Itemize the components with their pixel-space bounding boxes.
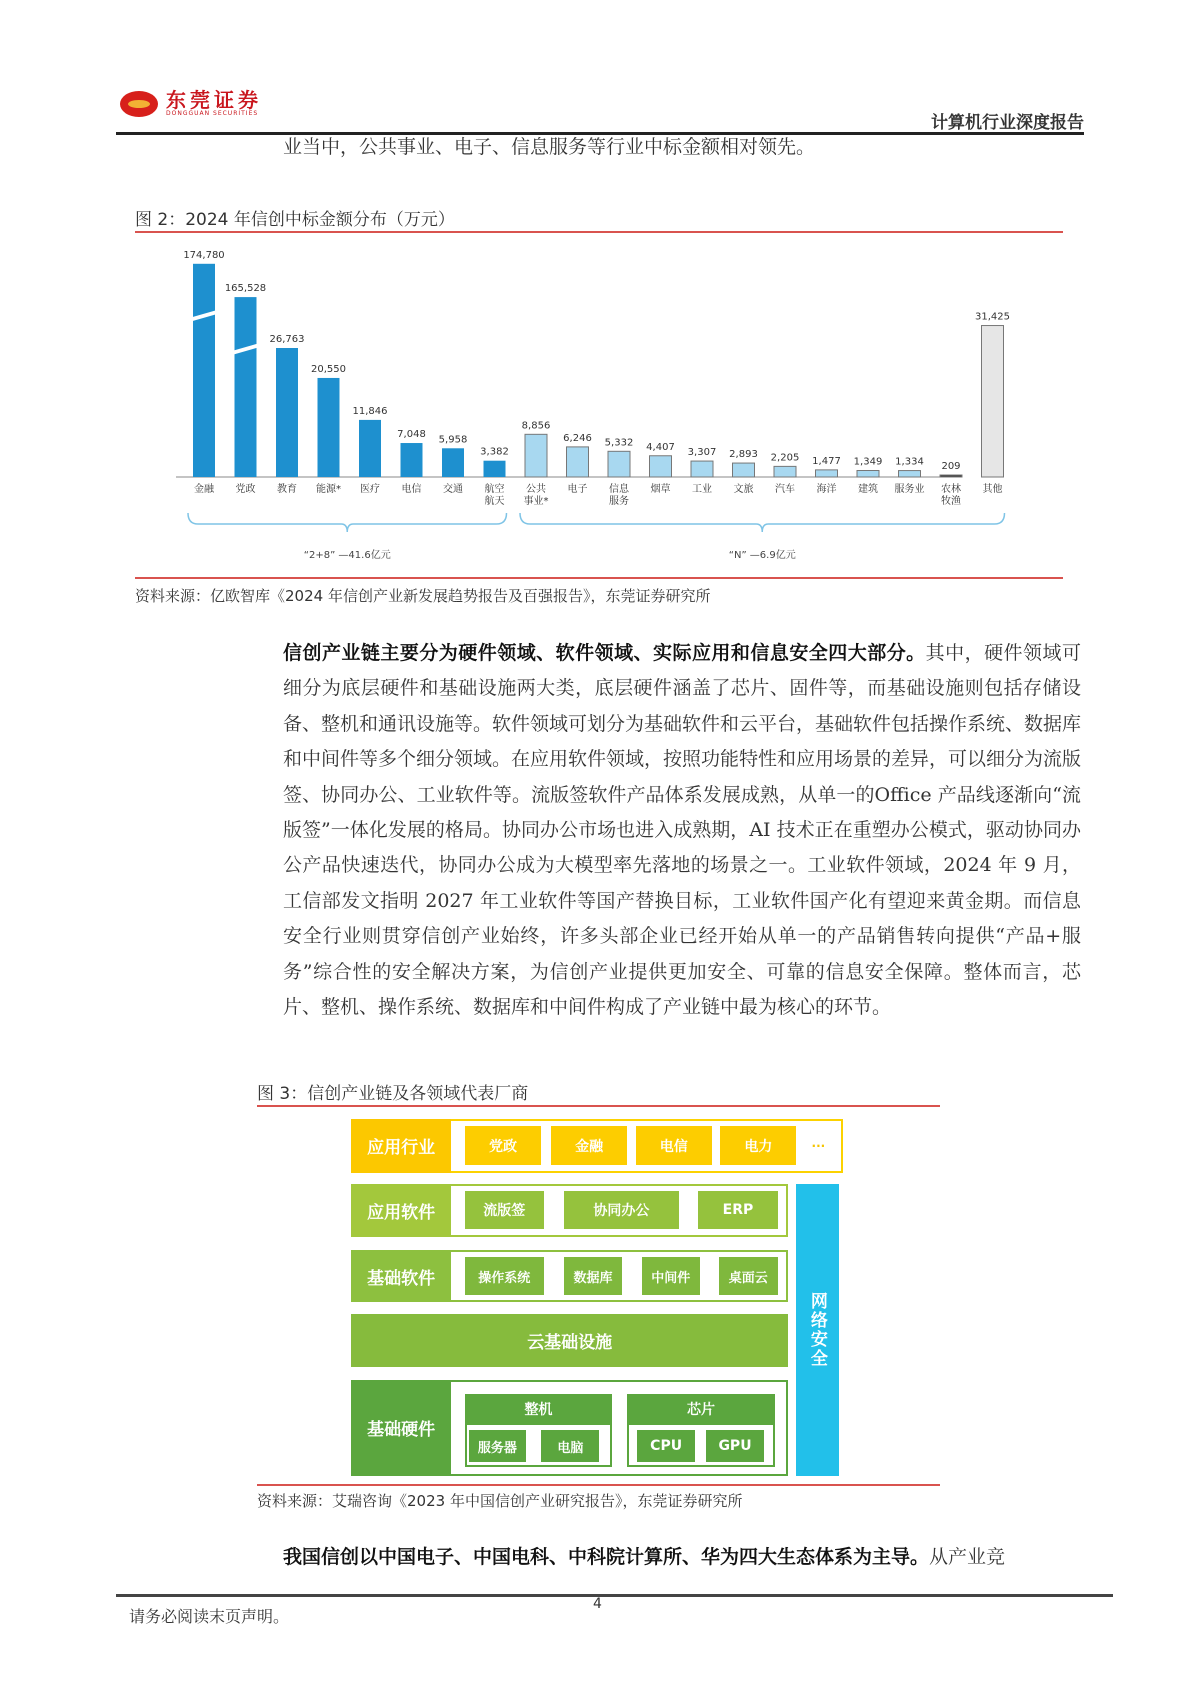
figure2-title: 图 2：2024 年信创中标金额分布（万元） [135, 210, 455, 230]
category-label: 信息 [609, 484, 629, 495]
paragraph-2-text: 从产业竞 [929, 1546, 1006, 1568]
bar [401, 443, 423, 477]
figure2-source: 资料来源：亿欧智库《2024 年信创产业新发展趋势报告及百强报告》，东莞证券研究所 [135, 587, 711, 605]
data-label: 1,334 [895, 456, 924, 468]
base-software-label: 基础软件 [351, 1250, 451, 1303]
base-software-item: 数据库 [564, 1257, 622, 1295]
category-label: 交通 [443, 484, 463, 495]
data-label: 26,763 [269, 334, 305, 346]
data-label: 2,205 [770, 452, 800, 464]
bar [525, 434, 547, 477]
category-label: 公共 [526, 484, 546, 495]
bar [193, 264, 215, 477]
bar [276, 348, 298, 477]
bar [484, 461, 506, 477]
bar [235, 297, 257, 477]
data-label: 209 [941, 461, 961, 472]
app-software-item: ERP [698, 1191, 777, 1229]
app-industry-label: 应用行业 [351, 1119, 451, 1173]
bar [940, 475, 962, 477]
figure3-title: 图 3：信创产业链及各领域代表厂商 [257, 1084, 529, 1104]
figure2-bottom-rule [135, 577, 1063, 579]
figure3-top-rule [257, 1105, 940, 1107]
data-label: 7,048 [397, 429, 426, 441]
base-software-item: 操作系统 [465, 1257, 544, 1295]
chip-item: GPU [706, 1430, 764, 1462]
category-label: 建筑 [858, 484, 878, 495]
bar [318, 378, 340, 477]
logo-english: DONGGUAN SECURITIES [166, 110, 259, 117]
bar [691, 461, 713, 477]
paragraph-1 [283, 636, 1081, 1025]
app-industry-item: 电力 [720, 1126, 796, 1165]
category-label: 工业 [692, 484, 712, 495]
more-ellipsis: ··· [811, 1138, 826, 1153]
network-security: 网络安全 [796, 1184, 838, 1476]
category-label: 医疗 [360, 484, 380, 495]
data-label: 3,307 [687, 447, 717, 459]
footer-divider [116, 1594, 1113, 1597]
bar [857, 470, 879, 477]
machine-item: 电脑 [541, 1430, 599, 1462]
paragraph-1-text: 其中，硬件领域可细分为底层硬件和基础设施两大类，底层硬件涵盖了芯片、固件等，而基础设施则包括存储设备、整机和通讯设施等。软件领域可划分为基础软件和云平台，基础软件包括操作系统、数据库和中间件等多个细分领域。在应用软件领域，按照功能特性和应用场景的差异，可以细分为流版签、协同办公、工业软件等。流版签软件产品体系发展成熟，从单一的Office 产品线逐渐向“流版签”一体化发展的格局。协同办公市场也进入成熟期，AI 技术正在重塑办公模式，驱动协同办公产品快速迭代，协同办公成为大模型率先落地的场景之一。工业软件领域，2024 年 9 月，工信部发文指明 2027 年工业软件等国产替换目标，工业软件国产化有望迎来黄金期。而信息安全行业则贯穿信创产业始终，许多头部企业已经开始从单一的产品销售转向提供“产品+服务”综合性的安全解决方案，为信创产业提供更加安全、可靠的信息安全保障。整体而言，芯片、整机、操作系统、数据库和中间件构成了产业链中最为核心的环节。 [283, 642, 1082, 1019]
logo-name: 东莞证券 [166, 88, 262, 112]
category-label: 事业* [523, 496, 549, 507]
data-label: 1,477 [812, 455, 841, 467]
figure3-source: 资料来源：艾瑞咨询《2023 年中国信创产业研究报告》，东莞证券研究所 [257, 1492, 743, 1510]
page-number: 4 [593, 1596, 602, 1612]
paragraph-1-lead: 信创产业链主要分为硬件领域、软件领域、实际应用和信息安全四大部分。 [283, 642, 926, 664]
bar [650, 456, 672, 477]
data-label: 165,528 [224, 283, 267, 295]
app-industry-item: 金融 [551, 1126, 627, 1165]
paragraph-2-lead: 我国信创以中国电子、中国电科、中科院计算所、华为四大生态体系为主导。 [283, 1546, 930, 1568]
app-software-item: 协同办公 [564, 1191, 679, 1229]
data-label: 5,958 [438, 434, 468, 446]
category-label: 电子 [567, 484, 588, 495]
cloud-infrastructure: 云基础设施 [351, 1314, 788, 1368]
category-label: 农林 [941, 484, 961, 495]
bar [774, 466, 796, 477]
machine-label: 整机 [465, 1394, 613, 1425]
bar-chart [0, 0, 1200, 600]
bar [733, 463, 755, 477]
category-label: 海洋 [816, 484, 837, 495]
group-label: “2+8” —41.6亿元 [303, 550, 391, 561]
data-label: 20,550 [311, 363, 346, 375]
bar [816, 470, 838, 477]
category-label: 航空 [484, 484, 505, 495]
data-label: 6,246 [563, 432, 592, 444]
category-label: 汽车 [775, 484, 795, 495]
data-label: 1,349 [853, 456, 883, 468]
figure3-bottom-rule [257, 1484, 940, 1486]
data-label: 174,780 [183, 249, 225, 261]
bar [359, 420, 381, 477]
chip-item: CPU [637, 1430, 695, 1462]
data-label: 3,382 [480, 446, 509, 458]
category-label: 教育 [277, 484, 297, 495]
category-label: 服务 [609, 496, 629, 507]
app-industry-item: 电信 [636, 1126, 712, 1165]
category-label: 党政 [235, 484, 256, 495]
machine-item: 服务器 [469, 1430, 526, 1462]
base-hardware-label: 基础硬件 [351, 1380, 451, 1476]
group-brace [520, 513, 1005, 532]
data-label: 2,893 [729, 449, 758, 461]
base-software-item: 中间件 [642, 1257, 700, 1295]
paragraph-2 [283, 1540, 1081, 1575]
data-label: 4,407 [646, 441, 675, 453]
group-brace [188, 513, 507, 532]
category-label: 电信 [401, 484, 422, 495]
footer-disclaimer: 请务必阅读末页声明。 [129, 1607, 290, 1626]
bar [899, 471, 921, 477]
bar [608, 451, 630, 477]
category-label: 文旅 [733, 484, 754, 495]
data-label: 5,332 [604, 437, 634, 449]
bar [982, 326, 1004, 477]
chip-label: 芯片 [627, 1394, 775, 1425]
bar [442, 448, 464, 477]
intro-line: 业当中，公共事业、电子、信息服务等行业中标金额相对领先。 [283, 136, 816, 158]
bar [567, 447, 589, 477]
base-software-item: 桌面云 [719, 1257, 778, 1295]
category-label: 烟草 [650, 484, 671, 495]
app-software-item: 流版签 [465, 1191, 544, 1229]
report-type: 计算机行业深度报告 [931, 113, 1084, 133]
app-industry-item: 党政 [465, 1126, 541, 1165]
category-label: 航天 [484, 496, 505, 507]
industry-chain-diagram [351, 1119, 843, 1476]
data-label: 31,425 [975, 311, 1010, 323]
category-label: 服务业 [894, 484, 925, 495]
category-label: 牧渔 [941, 496, 961, 507]
category-label: 其他 [982, 484, 1003, 495]
app-software-label: 应用软件 [351, 1184, 451, 1237]
data-label: 11,846 [352, 405, 388, 417]
group-label: “N” —6.9亿元 [728, 550, 796, 561]
category-label: 金融 [194, 484, 214, 495]
category-label: 能源* [316, 484, 341, 495]
data-label: 8,856 [521, 420, 551, 432]
